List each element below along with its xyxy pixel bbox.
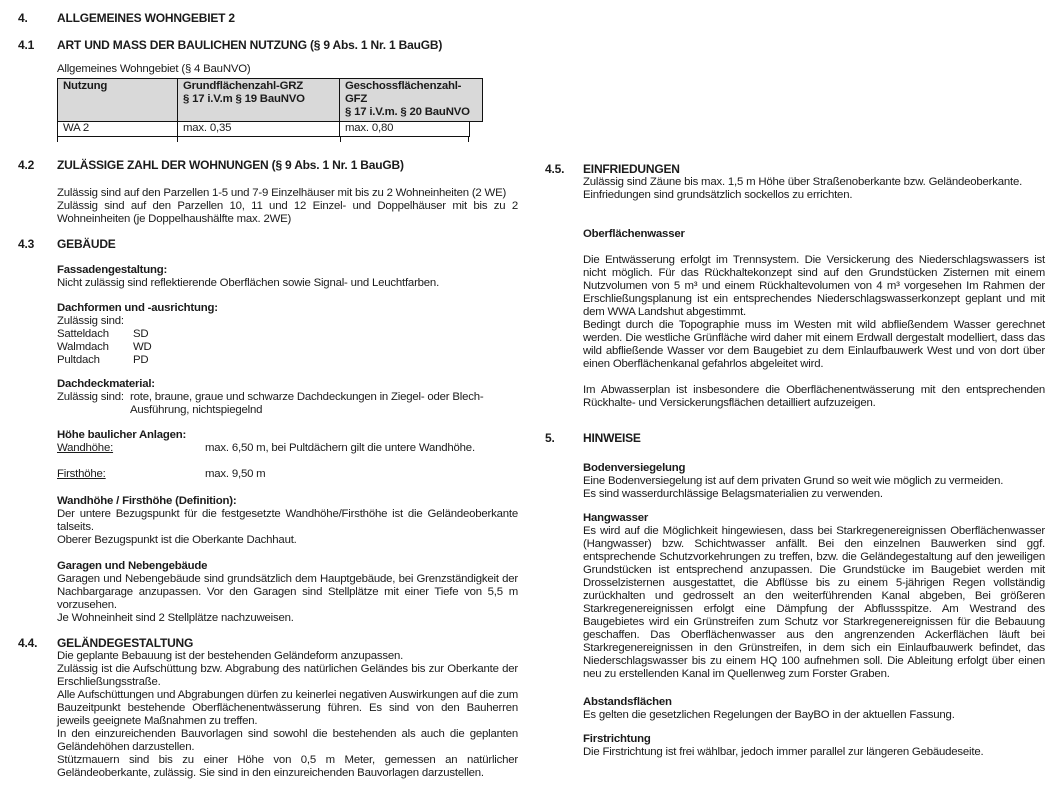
paragraph: Je Wohneinheit sind 2 Stellplätze nachzuweisen. bbox=[57, 612, 294, 624]
paragraph: Garagen und Nebengebäude sind grundsätzlich dem Hauptgebäude, bei Grenzständigkeit der Nachbargarage anzupassen. Vor den Garagen sind Stellplätze mit einer Tiefe von 5,5 m vorzusehen. bbox=[57, 573, 518, 611]
paragraph: Zulässig sind auf den Parzellen 10, 11 und 12 Einzel- und Doppelhäuser mit bis zu 2 Wohneinheiten (je Doppelhaushälfte max. 2WE) bbox=[57, 200, 518, 225]
paragraph: Stützmauern sind bis zu einer Höhe von 0,5 m Meter, gemessen an natürlicher Geländeoberkante, zulässig. Sie sind in den einzureichenden Bauvorlagen darzustellen. bbox=[57, 754, 518, 779]
hoehe-block bbox=[18, 429, 518, 481]
section-heading: GELÄNDEGESTALTUNG bbox=[57, 636, 194, 650]
paragraph: Der untere Bezugspunkt für die festgesetzte Wandhöhe/Firsthöhe ist die Geländeoberkante talseits. bbox=[57, 508, 518, 533]
section-4-1 bbox=[18, 39, 518, 52]
section-5 bbox=[545, 432, 1045, 445]
section-heading: ALLGEMEINES WOHNGEBIET 2 bbox=[57, 11, 235, 25]
dachformen-block bbox=[18, 302, 518, 367]
section-heading: ART UND MASS DER BAULICHEN NUTZUNG (§ 9 Abs. 1 Nr. 1 BauGB) bbox=[57, 38, 443, 52]
section-4-2-body bbox=[18, 187, 518, 226]
right-column bbox=[545, 163, 1045, 759]
table-row bbox=[57, 122, 470, 137]
sub-heading: Dachformen und -ausrichtung: bbox=[57, 302, 218, 314]
section-number: 4.4. bbox=[18, 636, 38, 650]
table-header-cell: Nutzung bbox=[58, 79, 178, 121]
abstandsflaechen-block bbox=[545, 696, 1045, 722]
section-heading: GEBÄUDE bbox=[57, 237, 116, 251]
sub-heading: Fassadengestaltung: bbox=[57, 264, 168, 276]
sub-heading: Oberflächenwasser bbox=[583, 228, 685, 240]
paragraph: Die geplante Bebauung ist der bestehenden Geländeform anzupassen. bbox=[57, 650, 404, 662]
paragraph: Zulässig sind Zäune bis max. 1,5 m Höhe über Straßenoberkante bzw. Geländeoberkante. bbox=[583, 176, 1023, 188]
section-number: 4.2 bbox=[18, 158, 35, 172]
section-number: 4.5. bbox=[545, 162, 565, 176]
paragraph: Im Abwasserplan ist insbesondere die Oberflächenentwässerung mit den entsprechenden Rückhalte- und Versickerungsflächen detailliert aufzuzeigen. bbox=[583, 384, 1045, 409]
paragraph: Es gelten die gesetzlichen Regelungen der BayBO in der aktuellen Fassung. bbox=[583, 709, 955, 721]
paragraph: Bedingt durch die Topographie muss im Westen mit wild abfließendem Wasser gerechnet werden. Die westliche Grünfläche wird daher mit einem Erdwall dergestalt modelliert, dass das wild abfließende Wasser vor dem Baugebiet zu dem Einlaufbauwerk West und von dort über einen Oberflächenkanal gefahrlos abgeleitet wird. bbox=[583, 319, 1045, 370]
section-4-4 bbox=[18, 637, 518, 780]
oberflaechenwasser-block bbox=[545, 228, 1045, 410]
list-item: Pultdach PD bbox=[57, 354, 149, 366]
bodenversiegelung-block bbox=[545, 462, 1045, 501]
table-header-cell: Grundflächenzahl-GRZ § 17 i.V.m § 19 BauNVO bbox=[178, 79, 340, 121]
sub-heading: Abstandsflächen bbox=[583, 696, 672, 708]
paragraph: Die Firstrichtung ist frei wählbar, jedoch immer parallel zur längeren Gebäudeseite. bbox=[583, 746, 984, 758]
sub-heading: Wandhöhe / Firsthöhe (Definition): bbox=[57, 495, 237, 507]
sub-heading: Firstrichtung bbox=[583, 733, 651, 745]
table-cell: max. 0,80 bbox=[345, 122, 394, 134]
definition-block bbox=[18, 495, 518, 547]
section-heading: ZULÄSSIGE ZAHL DER WOHNUNGEN (§ 9 Abs. 1 Nr. 1 BauGB) bbox=[57, 158, 404, 172]
firstrichtung-block bbox=[545, 733, 1045, 759]
sub-heading: Dachdeckmaterial: bbox=[57, 378, 155, 390]
sub-heading: Bodenversiegelung bbox=[583, 462, 686, 474]
fassade-block bbox=[18, 264, 518, 290]
table-caption: Allgemeines Wohngebiet (§ 4 BauNVO) bbox=[57, 63, 251, 75]
table-cell: WA 2 bbox=[58, 122, 178, 136]
sub-heading: Höhe baulicher Anlagen: bbox=[57, 429, 187, 441]
section-4 bbox=[18, 12, 518, 25]
section-4-5 bbox=[545, 163, 1045, 202]
list-item: Satteldach SD bbox=[57, 328, 149, 340]
section-heading: EINFRIEDUNGEN bbox=[583, 162, 680, 176]
paragraph: In den einzureichenden Bauvorlagen sind sowohl die bestehenden als auch die geplanten Geländehöhen darzustellen. bbox=[57, 728, 518, 753]
label-value: Zulässig sind: rote, braune, graue und schwarze Dachdeckungen in Ziegel- oder Blech-Ausführung, nichtspiegelnd bbox=[57, 391, 484, 416]
paragraph: Es wird auf die Möglichkeit hingewiesen, dass bei Starkregenereignissen Oberflächenwasser (Hangwasser) bzw. Schichtwasser anfällt. Bei den einzelnen Bauwerken sind ggf. entsprechende Schutzvorkehrungen zu treffen, bzw. die Geländegestaltung auf den jeweiligen Grundstücken ist entsprechend anzupassen. Die Grundstücke im Baugebiet werden mit Drosselzisternen ausgestattet, die Abflüsse bis zu einem 5-jährigen Regen vollständig zurückhalten und gedrosselt an den weiterführenden Kanal abgeben, Bei größeren Starkregenereignissen erfolgt eine Dämpfung der Abflussspitze. Am Westrand des Baugebietes wird ein Grünstreifen zum Schutz vor Starkregenereignissen für die Bebauung geschaffen. Das Oberflächenwasser aus den angrenzenden Ackerflächen läuft bei Starkregenereignissen in den Grünstreifen, in dem sich ein Einlaufbauwerk befindet, das Niederschlagswasser bis zu einem HQ 100 aufnehmen soll. Die Ableitung erfolgt über einen neu zu erstellenden Kanal im Quellenweg zum Forster Graben. bbox=[583, 525, 1045, 680]
paragraph: Alle Aufschüttungen und Abgrabungen dürfen zu keinerlei negativen Auswirkungen auf die zum Bauzeitpunkt bestehende Oberflächenentwässerung führen. Es sind von den Bauherren jeweils geeignete Maßnahmen zu treffen. bbox=[57, 689, 518, 727]
table-header-cell: Geschossflächenzahl-GFZ § 17 i.V.m. § 20 BauNVO bbox=[345, 80, 470, 118]
table-caption-row bbox=[18, 63, 518, 76]
dachdeck-block bbox=[18, 378, 518, 417]
paragraph: Einfriedungen sind grundsätzlich sockellos zu errichten. bbox=[583, 189, 853, 201]
paragraph: Die Entwässerung erfolgt im Trennsystem. Die Versickerung des Niederschlagswassers ist nicht möglich. Für das Rückhaltekonzept sind auf den Grundstücken Zisternen mit einem Nutzvolumen von 5 m³ und einem Rückhaltevolumen von 4 m³ vorgesehen Im Rahmen der Erschließungsplanung ist ein entsprechendes Niederschlagswasserkonzept geplant und mit dem WWA Landshut abgestimmt. bbox=[583, 254, 1045, 318]
hangwasser-block bbox=[545, 512, 1045, 681]
label-value: Firsthöhe: max. 9,50 m bbox=[57, 468, 266, 480]
sub-heading: Garagen und Nebengebäude bbox=[57, 560, 208, 572]
nutzung-table-row bbox=[18, 78, 518, 142]
paragraph: Zulässig sind auf den Parzellen 1-5 und 7-9 Einzelhäuser mit bis zu 2 Wohneinheiten (2 WE) bbox=[57, 187, 507, 199]
garagen-block bbox=[18, 560, 518, 625]
paragraph: Zulässig ist die Aufschüttung bzw. Abgrabung des natürlichen Geländes bis zur Oberkante der Erschließungsstraße. bbox=[57, 663, 518, 688]
section-number: 4.3 bbox=[18, 237, 35, 251]
section-number: 4.1 bbox=[18, 38, 35, 52]
table-border-stubs bbox=[57, 137, 470, 142]
paragraph: Oberer Bezugspunkt ist die Oberkante Dachhaut. bbox=[57, 534, 297, 546]
table-header-row bbox=[57, 78, 483, 122]
paragraph: Eine Bodenversiegelung ist auf dem privaten Grund so weit wie möglich zu vermeiden. bbox=[583, 475, 1004, 487]
left-column bbox=[18, 5, 518, 780]
section-heading: HINWEISE bbox=[583, 431, 641, 445]
list-intro: Zulässig sind: bbox=[57, 315, 124, 327]
nutzung-table bbox=[57, 78, 518, 142]
section-4-2 bbox=[18, 159, 518, 172]
paragraph: Nicht zulässig sind reflektierende Oberflächen sowie Signal- und Leuchtfarben. bbox=[57, 277, 440, 289]
section-4-3 bbox=[18, 238, 518, 251]
table-cell: max. 0,35 bbox=[178, 122, 340, 136]
sub-heading: Hangwasser bbox=[583, 512, 649, 524]
section-number: 4. bbox=[18, 11, 28, 25]
paragraph: Es sind wasserdurchlässige Belagsmaterialien zu verwenden. bbox=[583, 488, 883, 500]
list-item: Walmdach WD bbox=[57, 341, 152, 353]
label-value: Wandhöhe: max. 6,50 m, bei Pultdächern gilt die untere Wandhöhe. bbox=[57, 442, 475, 454]
section-number: 5. bbox=[545, 431, 555, 445]
